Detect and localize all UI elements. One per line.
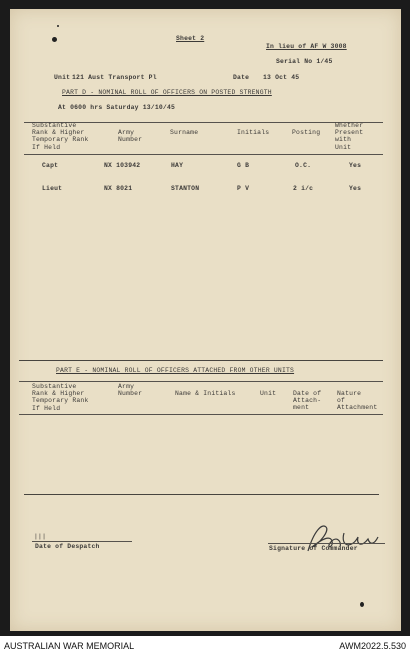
despatch-label: Date of Despatch — [35, 543, 100, 550]
army-number-cell: NX 8021 — [104, 185, 133, 192]
unit-label: Unit — [54, 74, 71, 81]
col-header-date-attachment: Date of Attach- ment — [293, 390, 322, 412]
part-d-header-rule — [24, 154, 383, 155]
part-e-top-rule — [19, 360, 383, 361]
initials-cell: P V — [237, 185, 250, 192]
archive-name: AUSTRALIAN WAR MEMORIAL — [4, 641, 135, 651]
rank-cell: Lieut — [42, 185, 63, 192]
part-e-title: PART E - NOMINAL ROLL OF OFFICERS ATTACHED FROM OTHER UNITS — [56, 367, 295, 374]
col-header-present: Whether Present with Unit — [335, 122, 364, 151]
rank-cell: Capt — [42, 162, 59, 169]
archive-footer — [0, 636, 410, 653]
part-e-title-rule — [19, 381, 383, 382]
present-cell: Yes — [349, 185, 362, 192]
col-header-rank: Substantive Rank & Higher Temporary Rank If Held — [32, 122, 89, 151]
despatch-mark: ||| — [34, 533, 47, 540]
col-header-surname: Surname — [170, 129, 199, 136]
ink-blot — [57, 25, 59, 27]
signature-line — [268, 543, 385, 544]
col-header-army-number: Army Number — [118, 383, 143, 398]
part-e-header-rule — [19, 414, 383, 415]
col-header-posting: Posting — [292, 129, 321, 136]
in-lieu-of: In lieu of AF W 3008 — [266, 43, 347, 50]
unit-value: 121 Aust Transport Pl — [72, 74, 157, 81]
signature-label: Signature of Commander — [269, 545, 358, 552]
present-cell: Yes — [349, 162, 362, 169]
initials-cell: G B — [237, 162, 250, 169]
army-number-cell: NX 103942 — [104, 162, 141, 169]
surname-cell: HAY — [171, 162, 184, 169]
col-header-nature-attachment: Nature of Attachment — [337, 390, 378, 412]
accession-number: AWM2022.5.530 — [339, 641, 406, 651]
ink-blot — [360, 602, 364, 607]
date-value: 13 Oct 45 — [263, 74, 300, 81]
col-header-rank: Substantive Rank & Higher Temporary Rank If Held — [32, 383, 89, 412]
date-label: Date — [233, 74, 250, 81]
part-d-title: PART D - NOMINAL ROLL OF OFFICERS ON POSTED STRENGTH — [62, 89, 272, 96]
serial-number: Serial No 1/45 — [276, 58, 333, 65]
col-header-unit: Unit — [260, 390, 277, 397]
col-header-initials: Initials — [237, 129, 270, 136]
despatch-line — [32, 541, 132, 542]
document-page — [10, 9, 401, 631]
part-d-time: At 0600 hrs Saturday 13/10/45 — [58, 104, 176, 111]
posting-cell: 2 i/c — [293, 185, 314, 192]
col-header-name-initials: Name & Initials — [175, 390, 236, 397]
sheet-number: Sheet 2 — [176, 35, 205, 42]
posting-cell: O.C. — [295, 162, 312, 169]
ink-blot — [52, 37, 57, 42]
part-e-bottom-rule — [24, 494, 379, 495]
surname-cell: STANTON — [171, 185, 200, 192]
col-header-army-number: Army Number — [118, 129, 143, 144]
